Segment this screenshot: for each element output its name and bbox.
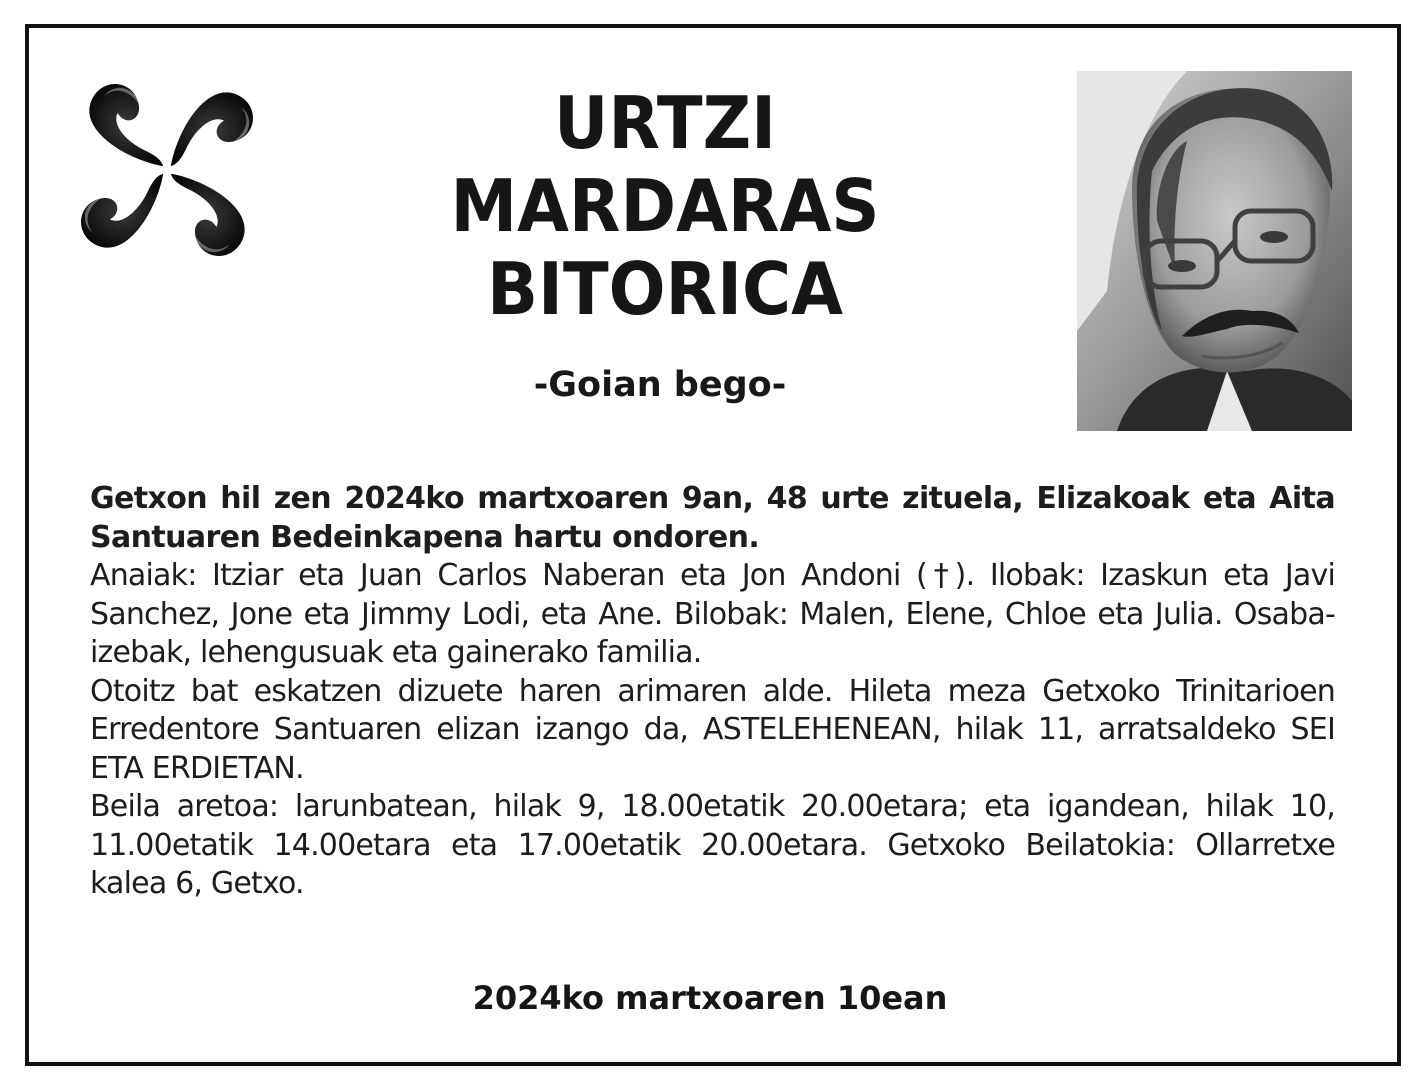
death-announcement: Getxon hil zen 2024ko martxoaren 9an, 48 urte zituela, Elizakoak eta Aita Santuaren Bedeinkapena hartu ondoren. [90, 481, 1335, 555]
funeral-details: Otoitz bat eskatzen dizuete haren arimaren alde. Hileta meza Getxoko Trinitarioen Erredentore Santuaren elizan izango da, ASTELEHENEAN, hilak 11, arratsaldeko SEI ETA ERDIETAN. [90, 673, 1335, 786]
wake-details: Beila aretoa: larunbatean, hilak 9, 18.00etatik 20.00etara; eta igandean, hilak 10, 11.00etatik 14.00etara eta 17.00etatik 20.00etara. Getxoko Beilatokia: Ollarretxe kalea 6, Getxo. [90, 789, 1335, 901]
deceased-surname-2: BITORICA [487, 247, 843, 331]
family-members: Anaiak: Itziar eta Juan Carlos Naberan eta Jon Andoni (†). Ilobak: Izaskun eta Javi Sanchez, Jone eta Jimmy Lodi, eta Ane. Bilobak: Malen, Elene, Chloe eta Julia. Osaba-izebak, lehengusuak eta gainerako familia. [90, 558, 1335, 670]
deceased-first-name: URTZI [553, 81, 777, 165]
deceased-surname-1: MARDARAS [450, 164, 880, 248]
lauburu-icon [72, 75, 262, 265]
portrait-photo [1077, 71, 1352, 431]
publication-date: 2024ko martxoaren 10ean [472, 979, 948, 1017]
notice-body [90, 480, 1335, 904]
subtitle: -Goian bego- [533, 365, 787, 405]
